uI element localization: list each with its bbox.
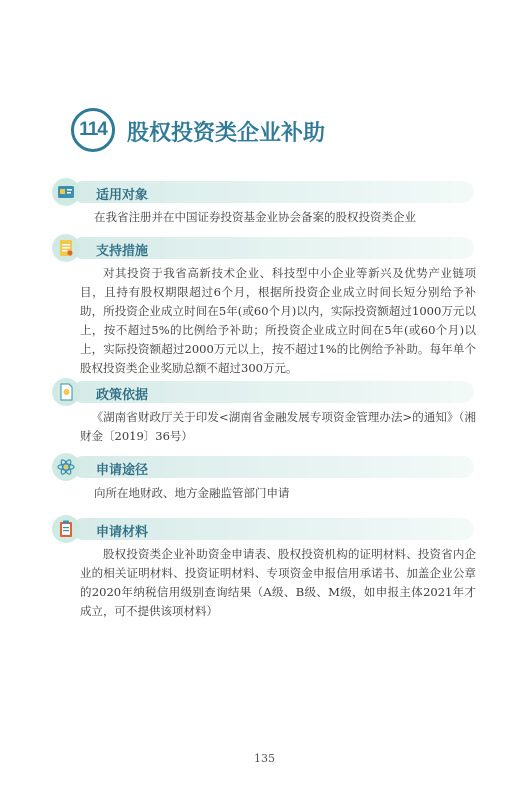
section-label: 适用对象: [96, 188, 149, 203]
section-label: 申请材料: [96, 525, 149, 540]
section-label: 政策依据: [96, 388, 149, 403]
section-header-applicable: [52, 178, 474, 206]
item-number-badge: 114: [71, 108, 115, 152]
atom-icon: [52, 453, 80, 481]
section-body-applicable: 在我省注册并在中国证券投资基金业协会备案的股权投资类企业: [94, 210, 416, 224]
section-body-channel: 向所在地财政、地方金融监管部门申请: [94, 486, 290, 500]
section-label: 申请途径: [96, 463, 149, 478]
id-card-icon: [52, 178, 80, 206]
section-label: 支持措施: [96, 244, 149, 259]
section-header-channel: [52, 453, 474, 481]
section-body-basis: 《湖南省财政厅关于印发<湖南省金融发展专项资金管理办法>的通知》（湘财金〔2019〕36号）: [80, 410, 476, 443]
clipboard-icon: [52, 515, 80, 543]
document-icon: [52, 234, 80, 262]
page-title-row: [71, 108, 471, 156]
section-body-materials: 股权投资类企业补助资金申请表、股权投资机构的证明材料、投资省内企业的相关证明材料、投资证明材料、专项资金申报信用承诺书、加盖企业公章的2020年纳税信用级别查询结果（A级、B级、M级，如申报主体2021年才成立，可不提供该项材料）: [80, 547, 476, 618]
page-number: 135: [254, 752, 275, 765]
page-title: 股权投资类企业补助: [127, 121, 326, 146]
section-body-measures: 对其投资于我省高新技术企业、科技型中小企业等新兴及优势产业链项目，且持有股权期限超过6个月，根据所投资企业成立时间长短分别给予补助，所投资企业成立时间在5年(或60个月)以内，实际投资额超过1000万元以上，按不超过5%的比例给予补助；所投资企业成立时间在5年(或60个月)以上，实际投资额超过2000万元以上，按不超过1%的比例给予补助。每年单个股权投资类企业奖励总额不超过300万元。: [80, 266, 476, 375]
file-icon: [52, 378, 80, 406]
section-header-basis: [52, 378, 474, 406]
section-header-materials: [52, 515, 474, 543]
section-header-measures: [52, 234, 474, 262]
